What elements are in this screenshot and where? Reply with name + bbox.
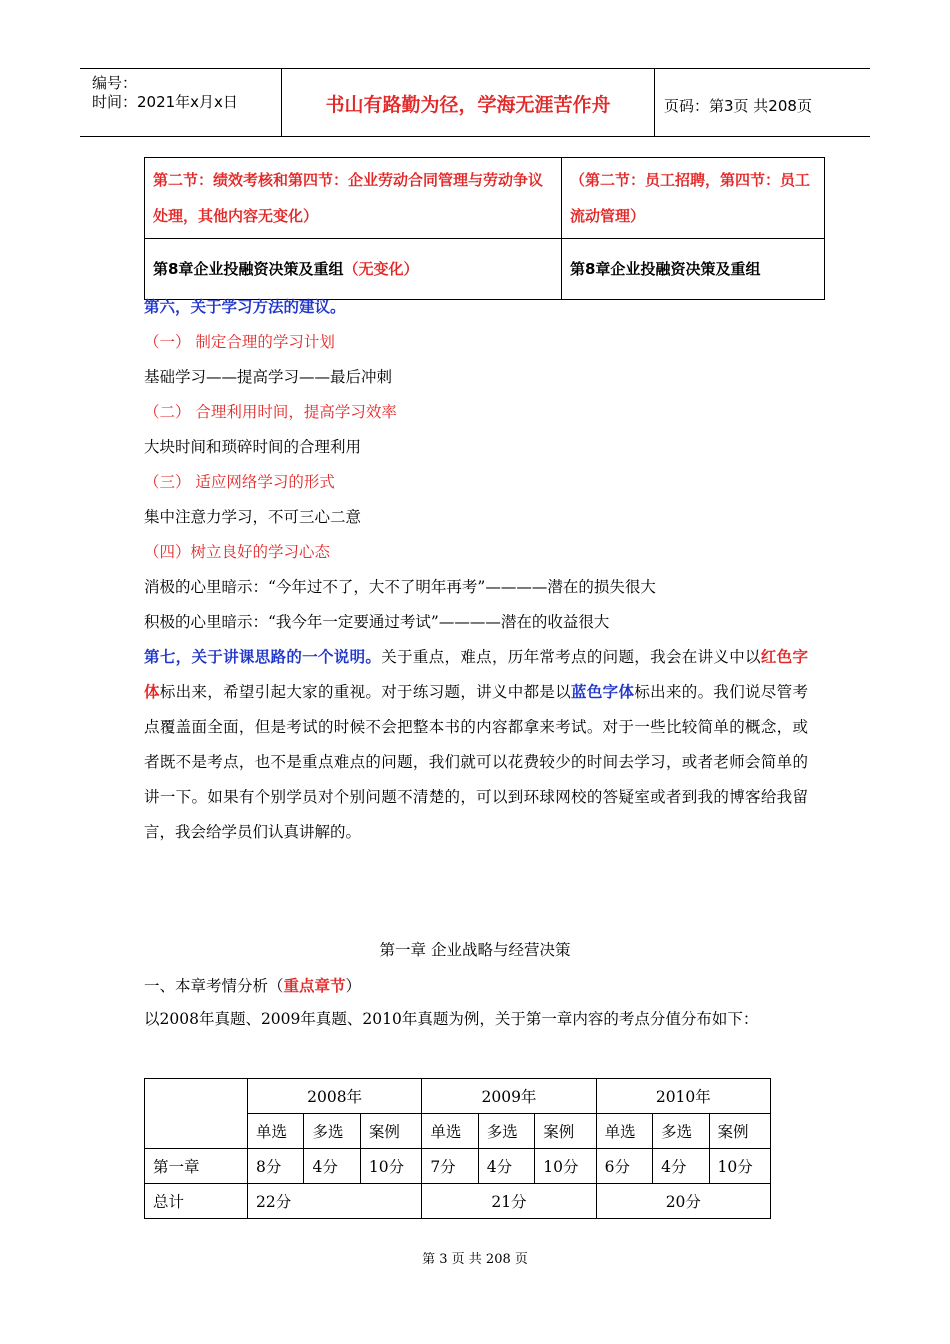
red-emphasis: 红色字体 <box>144 648 808 701</box>
score-cell: 10分 <box>360 1149 421 1184</box>
page-footer: 第 3 页 共 208 页 <box>422 1252 528 1267</box>
table-row <box>145 1184 771 1219</box>
table-row <box>145 158 825 239</box>
section6-item-title: （二） 合理利用时间，提高学习效率 <box>144 403 397 421</box>
year-header: 2008年 <box>248 1079 422 1114</box>
score-cell: 6分 <box>596 1149 652 1184</box>
section6-item-text: 消极的心里暗示：“今年过不了，大不了明年再考”————潜在的损失很大 <box>144 578 656 596</box>
section6-heading: 第六，关于学习方法的建议。 <box>144 298 346 316</box>
analysis-close: ） <box>345 977 362 995</box>
analysis-red: 重点章节 <box>283 977 346 995</box>
type-header: 案例 <box>709 1114 770 1149</box>
header-bottom-rule <box>80 136 870 137</box>
cell-text: 第8章企业投融资决策及重组 <box>570 260 761 278</box>
header-top-rule <box>80 68 870 69</box>
type-header: 多选 <box>653 1114 709 1149</box>
section6-extra-line: 积极的心里暗示：“我今年一定要通过考试”————潜在的收益很大 <box>144 613 610 631</box>
section7-paragraph <box>144 640 808 850</box>
type-header: 案例 <box>535 1114 596 1149</box>
section6-item-text: 基础学习——提高学习——最后冲刺 <box>144 368 393 386</box>
doc-number-label: 编号： <box>92 74 138 92</box>
score-cell: 4分 <box>478 1149 534 1184</box>
paragraph-text: 关于重点，难点，历年常考点的问题，我会在讲义中以 <box>381 648 761 666</box>
table-cell <box>145 239 562 300</box>
section6-item-title: （四）树立良好的学习心态 <box>144 543 331 561</box>
table-row <box>145 1149 771 1184</box>
score-cell: 7分 <box>422 1149 478 1184</box>
cell-text: 第二节：绩效考核和第四节：企业劳动合同管理与劳动争议处理，其他内容无变化） <box>153 171 544 225</box>
compare-table <box>144 157 825 300</box>
type-header: 案例 <box>360 1114 421 1149</box>
motto: 书山有路勤为径，学海无涯苦作舟 <box>325 94 611 116</box>
chapter-title: 第一章 企业战略与经营决策 <box>379 941 571 959</box>
row-label: 第一章 <box>145 1149 248 1184</box>
analysis-label: 一、本章考情分析（ <box>144 977 284 995</box>
score-cell: 10分 <box>709 1149 770 1184</box>
type-header: 多选 <box>478 1114 534 1149</box>
section6-item-text: 集中注意力学习，不可三心二意 <box>144 508 362 526</box>
table-cell <box>562 158 825 239</box>
year-header: 2010年 <box>596 1079 770 1114</box>
type-header: 多选 <box>304 1114 360 1149</box>
year-header: 2009年 <box>422 1079 596 1114</box>
paragraph-text: 标出来的。我们说尽管考点覆盖面全面，但是考试的时候不会把整本书的内容都拿来考试。对于一些比较简单的概念，或者既不是考点，也不是重点难点的问题，我们就可以花费较少的时间去学习，或者老师会简单的讲一下。如果有个别学员对个别问题不清楚的，可以到环球网校的答疑室或者到我的博客给我留言，我会给学员们认真讲解的。 <box>144 683 808 841</box>
cell-text: （第二节：员工招聘，第四节：员工流动管理） <box>570 171 811 225</box>
section7-heading: 第七，关于讲课思路的一个说明。 <box>144 648 382 666</box>
header-divider-2 <box>654 68 655 136</box>
cell-text-red: （无变化） <box>343 260 419 278</box>
type-header: 单选 <box>248 1114 304 1149</box>
total-cell: 22分 <box>248 1184 422 1219</box>
type-header: 单选 <box>422 1114 478 1149</box>
type-header: 单选 <box>596 1114 652 1149</box>
section6-item-title: （一） 制定合理的学习计划 <box>144 333 335 351</box>
score-cell: 4分 <box>653 1149 709 1184</box>
chapter-intro: 以2008年真题、2009年真题、2010年真题为例，关于第一章内容的考点分值分布如下： <box>144 1010 759 1028</box>
date-label: 时间：2021年x月x日 <box>92 93 238 111</box>
blue-emphasis: 蓝色字体 <box>571 683 635 701</box>
row-label: 总计 <box>145 1184 248 1219</box>
table-cell <box>145 158 562 239</box>
score-cell: 10分 <box>535 1149 596 1184</box>
paragraph-text: 标出来，希望引起大家的重视。对于练习题，讲义中都是以 <box>159 683 572 701</box>
table-cell <box>562 239 825 300</box>
section6-item-text: 大块时间和琐碎时间的合理利用 <box>144 438 362 456</box>
score-cell: 8分 <box>248 1149 304 1184</box>
total-cell: 21分 <box>422 1184 596 1219</box>
page-info: 页码：第3页 共208页 <box>664 97 812 115</box>
analysis-heading <box>144 974 361 996</box>
total-cell: 20分 <box>596 1184 770 1219</box>
section6-item-title: （三） 适应网络学习的形式 <box>144 473 335 491</box>
cell-text: 第8章企业投融资决策及重组 <box>153 260 344 278</box>
table-row <box>145 239 825 300</box>
table-corner <box>145 1079 248 1149</box>
table-row <box>145 1079 771 1114</box>
score-cell: 4分 <box>304 1149 360 1184</box>
score-table <box>144 1078 771 1219</box>
